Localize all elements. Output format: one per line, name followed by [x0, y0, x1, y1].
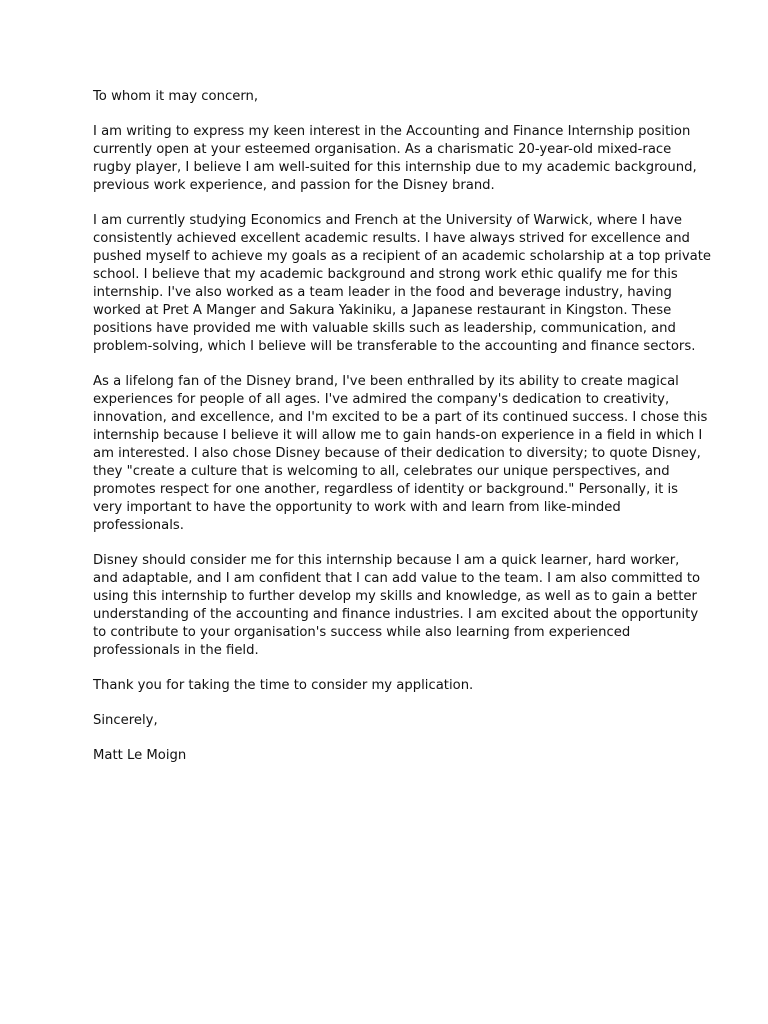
text-line: I am currently studying Economics and French at the University of Warwick, where I have	[93, 213, 682, 228]
text-line: As a lifelong fan of the Disney brand, I've been enthralled by its ability to create magical	[93, 374, 679, 389]
text-line: to contribute to your organisation's success while also learning from experienced	[93, 625, 631, 640]
closing-line: Sincerely,	[93, 713, 158, 728]
text-line: pushed myself to achieve my goals as a recipient of an academic scholarship at a top private	[93, 249, 712, 264]
salutation	[93, 88, 681, 106]
paragraph-disney-motivation	[93, 373, 708, 535]
text-line: internship. I've also worked as a team leader in the food and beverage industry, having	[93, 285, 672, 300]
text-line: school. I believe that my academic background and strong work ethic qualify me for this	[93, 267, 678, 282]
signature	[93, 747, 681, 765]
salutation-line: To whom it may concern,	[93, 89, 259, 104]
paragraph-why-consider	[93, 552, 701, 660]
signature-name: Matt Le Moign	[93, 748, 187, 763]
text-line: innovation, and excellence, and I'm excited to be a part of its continued success. I chose this	[93, 410, 708, 425]
text-line: worked at Pret A Manger and Sakura Yakiniku, a Japanese restaurant in Kingston. These	[93, 303, 672, 318]
text-line: professionals in the field.	[93, 643, 259, 658]
text-line: problem-solving, which I believe will be transferable to the accounting and finance sectors.	[93, 339, 696, 354]
text-line: understanding of the accounting and finance industries. I am excited about the opportunity	[93, 607, 699, 622]
text-line: very important to have the opportunity to work with and learn from like-minded	[93, 500, 621, 515]
closing	[93, 712, 681, 730]
text-line: professionals.	[93, 518, 184, 533]
text-line: experiences for people of all ages. I've admired the company's dedication to creativity,	[93, 392, 670, 407]
paragraph-education-experience	[93, 212, 712, 356]
cover-letter	[93, 88, 712, 782]
text-line: currently open at your esteemed organisation. As a charismatic 20-year-old mixed-race	[93, 142, 672, 157]
text-line: Thank you for taking the time to consider my application.	[93, 678, 474, 693]
text-line: positions have provided me with valuable skills such as leadership, communication, and	[93, 321, 676, 336]
paragraph-intro	[93, 123, 697, 195]
text-line: and adaptable, and I am confident that I can add value to the team. I am also committed to	[93, 571, 701, 586]
text-line: internship because I believe it will allow me to gain hands-on experience in a field in which I	[93, 428, 703, 443]
text-line: consistently achieved excellent academic results. I have always strived for excellence and	[93, 231, 690, 246]
text-line: Disney should consider me for this internship because I am a quick learner, hard worker,	[93, 553, 680, 568]
paragraph-thanks	[93, 677, 681, 695]
text-line: previous work experience, and passion for the Disney brand.	[93, 178, 495, 193]
text-line: using this internship to further develop my skills and knowledge, as well as to gain a better	[93, 589, 697, 604]
text-line: rugby player, I believe I am well-suited for this internship due to my academic background,	[93, 160, 697, 175]
text-line: they "create a culture that is welcoming to all, celebrates our unique perspectives, and	[93, 464, 670, 479]
text-line: promotes respect for one another, regardless of identity or background." Personally, it is	[93, 482, 679, 497]
text-line: am interested. I also chose Disney because of their dedication to diversity; to quote Disney,	[93, 446, 701, 461]
text-line: I am writing to express my keen interest in the Accounting and Finance Internship position	[93, 124, 691, 139]
